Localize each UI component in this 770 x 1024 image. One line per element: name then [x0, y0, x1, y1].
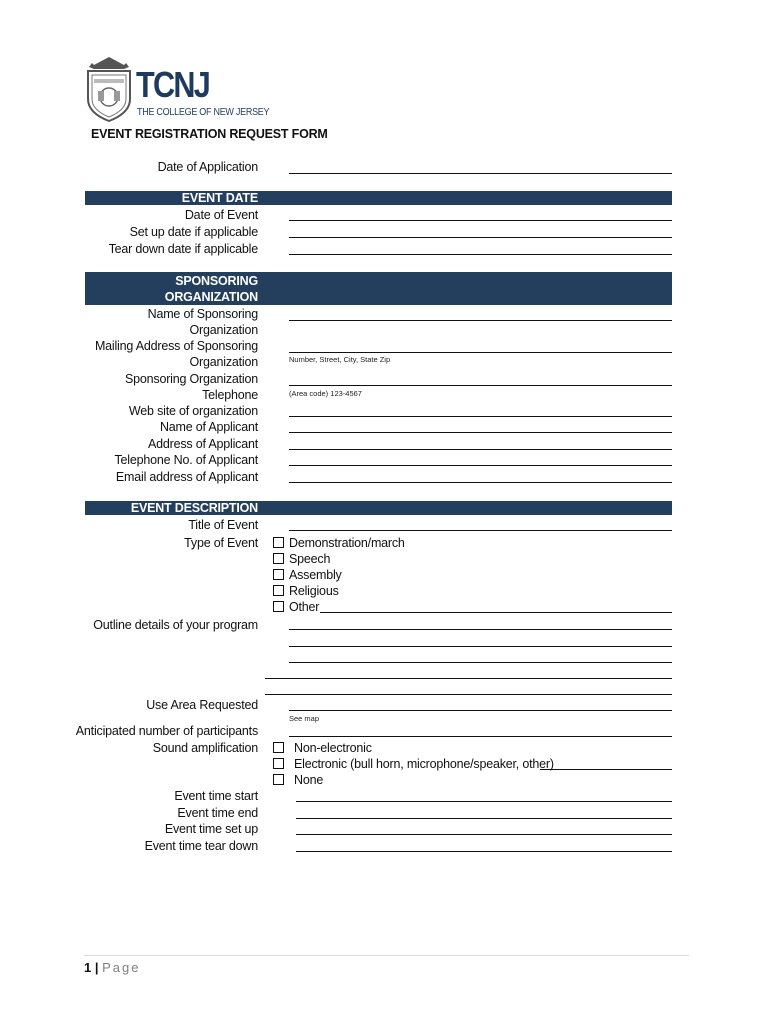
applicant-name-label: Name of Applicant: [159, 420, 258, 434]
applicant-address-label: Address of Applicant: [148, 437, 258, 451]
map-hint: See map: [289, 714, 320, 723]
teardown-date-field[interactable]: [289, 254, 672, 255]
website-label: Web site of organization: [128, 404, 258, 418]
time-start-label: Event time start: [174, 789, 258, 803]
applicant-name-field[interactable]: [289, 432, 672, 433]
sponsoring-tel-label-2: Telephone: [202, 388, 258, 402]
demonstration-checkbox[interactable]: [273, 537, 284, 548]
other-option-label: Other: [289, 600, 320, 614]
time-setup-field[interactable]: [296, 834, 672, 835]
time-teardown-field[interactable]: [296, 851, 672, 852]
none-checkbox[interactable]: [273, 774, 284, 785]
time-teardown-label: Event time tear down: [144, 839, 258, 853]
outline-details-line-1[interactable]: [289, 629, 672, 630]
religious-option-label: Religious: [289, 584, 339, 598]
applicant-email-field[interactable]: [289, 482, 672, 483]
demonstration-option-label: Demonstration/march: [289, 536, 405, 550]
use-area-label: Use Area Requested: [146, 698, 258, 712]
other-checkbox[interactable]: [273, 601, 284, 612]
participants-label: Anticipated number of participants: [75, 724, 258, 738]
speech-option-label: Speech: [289, 552, 331, 566]
applicant-address-field[interactable]: [289, 449, 672, 450]
outline-details-label: Outline details of your program: [93, 618, 258, 632]
address-hint: Number, Street, City, State Zip: [289, 355, 391, 364]
page-word: Page: [102, 960, 141, 975]
non-electronic-checkbox[interactable]: [273, 742, 284, 753]
college-seal-icon: [84, 55, 134, 123]
date-of-event-field[interactable]: [289, 220, 672, 221]
sound-label: Sound amplification: [152, 741, 258, 755]
electronic-specify-field[interactable]: [540, 769, 672, 770]
setup-date-field[interactable]: [289, 237, 672, 238]
mailing-address-label-1: Mailing Address of Sponsoring: [94, 339, 258, 353]
religious-checkbox[interactable]: [273, 585, 284, 596]
speech-checkbox[interactable]: [273, 553, 284, 564]
time-end-label: Event time end: [177, 806, 258, 820]
type-of-event-label: Type of Event: [184, 536, 258, 550]
name-sponsoring-label-2: Organization: [189, 323, 258, 337]
outline-details-line-2[interactable]: [289, 646, 672, 647]
setup-date-label: Set up date if applicable: [129, 225, 258, 239]
time-setup-label: Event time set up: [164, 822, 258, 836]
applicant-phone-label: Telephone No. of Applicant: [114, 453, 258, 467]
none-option-label: None: [294, 773, 324, 787]
participants-field[interactable]: [289, 736, 672, 737]
event-date-header: [85, 191, 672, 205]
logo-subtitle: THE COLLEGE OF NEW JERSEY: [137, 107, 270, 118]
sponsoring-org-title-line2: ORGANIZATION: [164, 290, 258, 304]
non-electronic-option-label: Non-electronic: [294, 741, 372, 755]
sponsoring-tel-field[interactable]: [289, 385, 672, 386]
electronic-checkbox[interactable]: [273, 758, 284, 769]
other-specify-field[interactable]: [320, 612, 672, 613]
outline-details-line-4[interactable]: [265, 678, 672, 679]
phone-hint: (Area code) 123-4567: [289, 389, 362, 398]
logo-wordmark: TCNJ: [136, 64, 210, 105]
electronic-option-label: Electronic (bull horn, microphone/speaker, other): [294, 757, 554, 771]
form-title: EVENT REGISTRATION REQUEST FORM: [91, 127, 328, 141]
date-of-event-label: Date of Event: [184, 208, 258, 222]
page-footer: [84, 960, 141, 975]
applicant-email-label: Email address of Applicant: [115, 470, 258, 484]
time-end-field[interactable]: [296, 818, 672, 819]
event-description-title: EVENT DESCRIPTION: [130, 501, 258, 515]
outline-details-line-5[interactable]: [265, 694, 672, 695]
mailing-address-field[interactable]: [289, 352, 672, 353]
date-of-application-label: Date of Application: [157, 160, 258, 174]
website-field[interactable]: [289, 416, 672, 417]
time-start-field[interactable]: [296, 801, 672, 802]
applicant-phone-field[interactable]: [289, 465, 672, 466]
page-number: 1: [84, 960, 92, 975]
name-sponsoring-field[interactable]: [289, 320, 672, 321]
title-of-event-label: Title of Event: [188, 518, 258, 532]
mailing-address-label-2: Organization: [189, 355, 258, 369]
sponsoring-org-title-line1: SPONSORING: [175, 274, 258, 288]
assembly-checkbox[interactable]: [273, 569, 284, 580]
outline-details-line-3[interactable]: [289, 662, 672, 663]
teardown-date-label: Tear down date if applicable: [108, 242, 258, 256]
use-area-field[interactable]: [289, 710, 672, 711]
name-sponsoring-label-1: Name of Sponsoring: [147, 307, 258, 321]
event-date-title: EVENT DATE: [181, 191, 258, 205]
sponsoring-tel-label-1: Sponsoring Organization: [125, 372, 258, 386]
footer-rule: [84, 955, 689, 956]
date-of-application-field[interactable]: [289, 173, 672, 174]
tcnj-logo: [84, 55, 284, 125]
title-of-event-field[interactable]: [289, 530, 672, 531]
page-separator: |: [94, 960, 99, 975]
assembly-option-label: Assembly: [289, 568, 342, 582]
